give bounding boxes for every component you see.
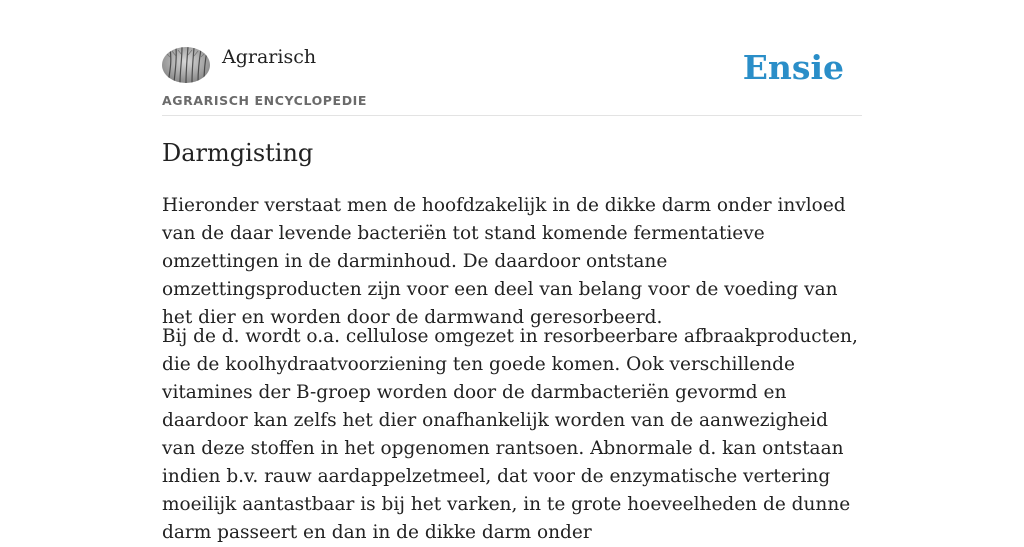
source-header: [162, 0, 862, 116]
wheat-icon[interactable]: [162, 47, 210, 83]
source-name[interactable]: Agrarisch: [222, 46, 317, 68]
source-subtitle: AGRARISCH ENCYCLOPEDIE: [162, 93, 368, 108]
page: [162, 0, 862, 543]
article-paragraph: Bij de d. wordt o.a. cellulose omgezet in resorbeerbare afbraakproducten, die de koolhydraatvoorziening ten goede komen. Ook verschillende vitamines der B-groep worden door de darmbacteriën gevormd en daardoor kan zelfs het dier onafhankelijk worden van de aanwezigheid van deze stoffen in het opgenomen rantsoen. Abnormale d. kan ontstaan indien b.v. rauw aardappelzetmeel, dat voor de enzymatische vertering moeilijk aantastbaar is bij het varken, in te grote hoeveelheden de dunne darm passeert en dan in de dikke darm onder: [162, 326, 858, 543]
page-title: Darmgisting: [162, 139, 314, 167]
article-paragraph: Hieronder verstaat men de hoofdzakelijk in de dikke darm onder invloed van de daar levende bacteriën tot stand komende fermentatieve omzettingen in de darminhoud. De daardoor ontstane omzettingsproducten zijn voor een deel van belang voor de voeding van het dier en worden door de darmwand geresorbeerd.: [162, 195, 846, 328]
brand-logo[interactable]: Ensie: [742, 48, 844, 87]
